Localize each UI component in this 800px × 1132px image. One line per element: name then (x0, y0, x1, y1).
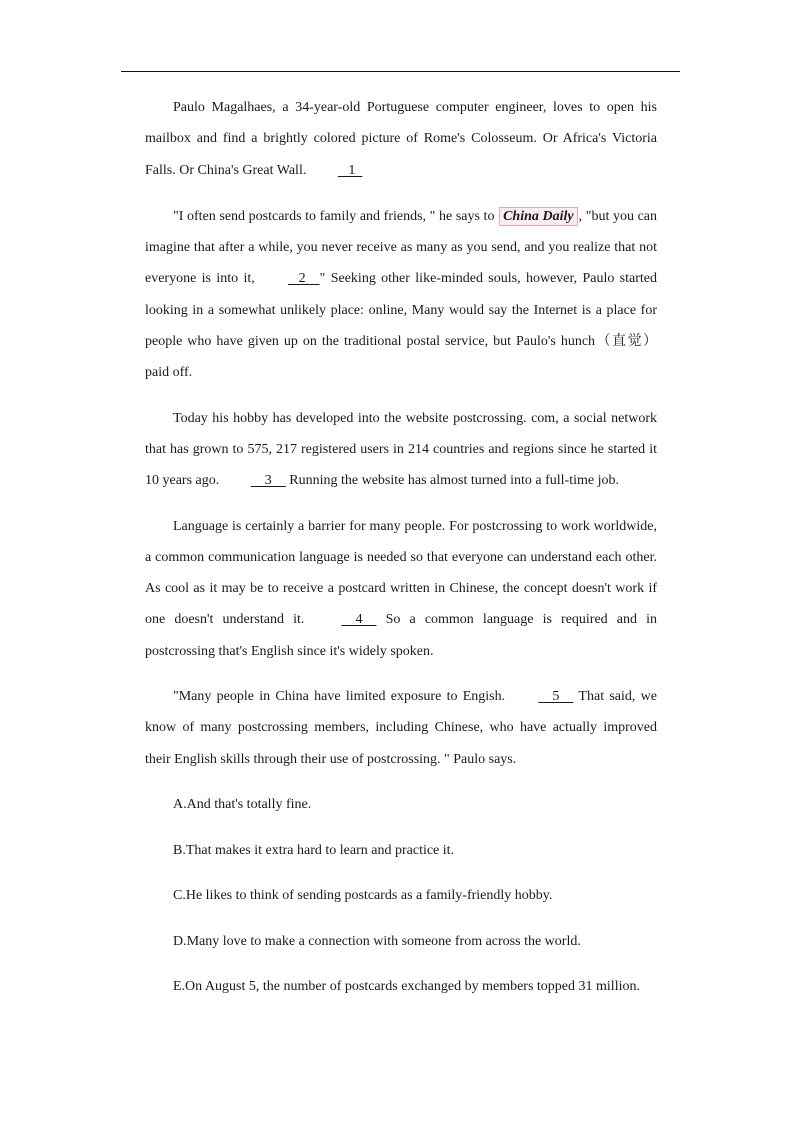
option-d[interactable]: D.Many love to make a connection with someone from across the world. (173, 933, 581, 949)
blank-4[interactable]: 4 (341, 612, 377, 628)
option-a[interactable]: A.And that's totally fine. (173, 796, 312, 812)
paragraph-text: So a common language is required and in postcrossing that's English since it's widely spoken. (145, 612, 658, 659)
paragraph-text: , "but you can imagine that after a while, you never receive as many as you send, and you realize that not everyone is into it, (145, 208, 657, 287)
paragraph-text: " Seeking other like-minded souls, however, Paulo started looking in a somewhat unlikely place: online, Many would say the Internet is a place for people who have given up on the traditional postal service, but Paulo's hunch（直觉）paid off. (145, 271, 658, 381)
paragraph-text: Today his hobby has developed into the website postcrossing. com, a social network that has grown to 575, 217 registered users in 214 countries and regions since he started it 10 years ago. (145, 410, 657, 489)
blank-5[interactable]: 5 (538, 689, 574, 705)
header-rule (121, 71, 680, 72)
paragraph-1 (145, 92, 657, 186)
answer-options (145, 790, 657, 1002)
option-e[interactable]: E.On August 5, the number of postcards exchanged by members topped 31 million. (173, 979, 640, 995)
paragraph-text: "I often send postcards to family and friends, " he says to (173, 208, 499, 224)
paragraph-3 (145, 403, 657, 497)
paragraph-5 (145, 681, 657, 775)
blank-1[interactable]: 1 (337, 162, 363, 178)
option-b[interactable]: B.That makes it extra hard to learn and practice it. (173, 842, 455, 858)
paragraph-4 (145, 511, 657, 667)
paragraph-2 (145, 201, 657, 389)
paragraph-text: Paulo Magalhaes, a 34-year-old Portuguese computer engineer, loves to open his mailbox and find a brightly colored picture of Rome's Colosseum. Or Africa's Victoria Falls. Or China's Great Wall. (145, 100, 657, 178)
paragraph-text: Running the website has almost turned into a full-time job. (285, 473, 619, 489)
option-c[interactable]: C.He likes to think of sending postcards as a family-friendly hobby. (173, 888, 553, 904)
blank-3[interactable]: 3 (250, 473, 286, 489)
paragraph-text: Language is certainly a barrier for many people. For postcrossing to work worldwide, a common communication language is needed so that everyone can understand each other. As cool as it may be to receive a postcard written in Chinese, the concept doesn't work if one doesn't understand it. (145, 518, 657, 628)
passage (145, 92, 657, 1018)
source-citation: China Daily (499, 207, 578, 226)
paragraph-text: "Many people in China have limited exposure to Engish. (173, 689, 511, 705)
paragraph-text: That said, we know of many postcrossing members, including Chinese, who have actually improved their English skills through their use of postcrossing. " Paulo says. (145, 689, 658, 767)
blank-2[interactable]: 2 (288, 271, 320, 287)
